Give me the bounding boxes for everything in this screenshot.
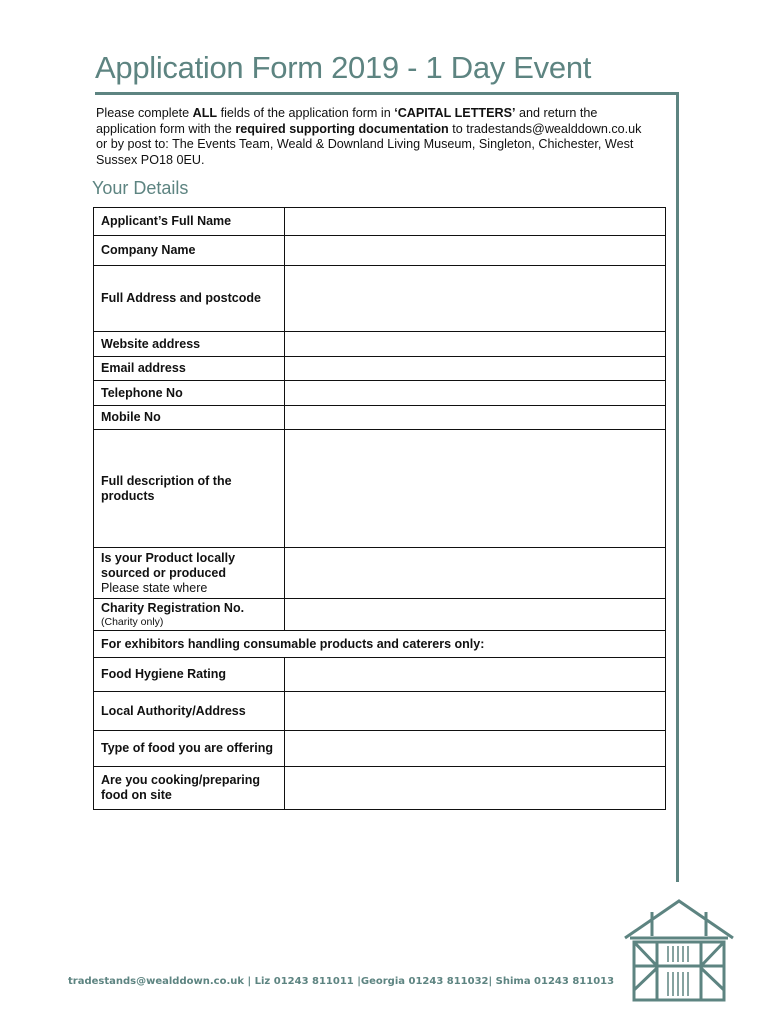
applicant-name-field[interactable] (285, 208, 666, 236)
company-name-field[interactable] (285, 236, 666, 266)
company-name-label: Company Name (94, 236, 285, 266)
intro-text-1: Please complete (96, 106, 193, 120)
intro-text-4: to tradestands@wealddown.co.uk or by post to: The Events Team, Weald & Downland Living Museum, Singleton, Chichester, West Sussex PO18 0EU. (96, 121, 642, 167)
section-heading-your-details: Your Details (92, 178, 189, 198)
row-food-type (94, 731, 666, 767)
intro-capitals: ‘CAPITAL LETTERS’ (394, 106, 516, 120)
charity-title: Charity Registration No. (101, 601, 245, 615)
cooking-on-site-field[interactable] (285, 767, 666, 810)
telephone-field[interactable] (285, 381, 666, 406)
row-charity (94, 599, 666, 631)
charity-label (94, 599, 285, 631)
consumables-heading: For exhibitors handling consumable products and caterers only: (94, 631, 666, 658)
mobile-label: Mobile No (94, 406, 285, 430)
intro-text-3: and return the application form with the (96, 106, 598, 136)
details-table (93, 207, 666, 810)
row-website (94, 332, 666, 357)
intro-all: ALL (192, 106, 218, 120)
food-hygiene-field[interactable] (285, 658, 666, 692)
full-address-field[interactable] (285, 266, 666, 332)
email-field[interactable] (285, 357, 666, 381)
food-hygiene-label: Food Hygiene Rating (94, 658, 285, 692)
side-rule (676, 92, 679, 882)
page-title: Application Form 2019 - 1 Day Event (95, 50, 592, 85)
cooking-on-site-label: Are you cooking/preparing food on site (94, 767, 285, 810)
local-product-label (94, 548, 285, 599)
intro-paragraph (96, 106, 656, 168)
row-local-authority (94, 692, 666, 731)
row-full-address (94, 266, 666, 332)
local-authority-field[interactable] (285, 692, 666, 731)
footer-contacts: tradestands@wealddown.co.uk | Liz 01243 811011 |Georgia 01243 811032| Shima 01243 811013 (68, 976, 615, 987)
intro-text-2: fields of the application form in (217, 106, 395, 120)
charity-field[interactable] (285, 599, 666, 631)
email-label: Email address (94, 357, 285, 381)
row-local-product (94, 548, 666, 599)
local-product-note: Please state where (101, 580, 208, 595)
title-rule (95, 92, 679, 95)
charity-note: (Charity only) (101, 616, 164, 628)
row-description (94, 430, 666, 548)
timber-frame-house-icon (622, 898, 736, 1004)
row-cooking-on-site (94, 767, 666, 810)
mobile-field[interactable] (285, 406, 666, 430)
applicant-name-label: Applicant’s Full Name (94, 208, 285, 236)
row-consumables-heading (94, 631, 666, 658)
row-telephone (94, 381, 666, 406)
row-mobile (94, 406, 666, 430)
website-label: Website address (94, 332, 285, 357)
local-product-field[interactable] (285, 548, 666, 599)
full-address-label: Full Address and postcode (94, 266, 285, 332)
food-type-label: Type of food you are offering (94, 731, 285, 767)
telephone-label: Telephone No (94, 381, 285, 406)
row-company-name (94, 236, 666, 266)
row-email (94, 357, 666, 381)
description-label: Full description of the products (94, 430, 285, 548)
description-field[interactable] (285, 430, 666, 548)
website-field[interactable] (285, 332, 666, 357)
local-authority-label: Local Authority/Address (94, 692, 285, 731)
row-food-hygiene (94, 658, 666, 692)
row-applicant-name (94, 208, 666, 236)
food-type-field[interactable] (285, 731, 666, 767)
local-product-question: Is your Product locally sourced or produced (101, 550, 236, 580)
intro-required: required supporting documentation (235, 121, 449, 136)
